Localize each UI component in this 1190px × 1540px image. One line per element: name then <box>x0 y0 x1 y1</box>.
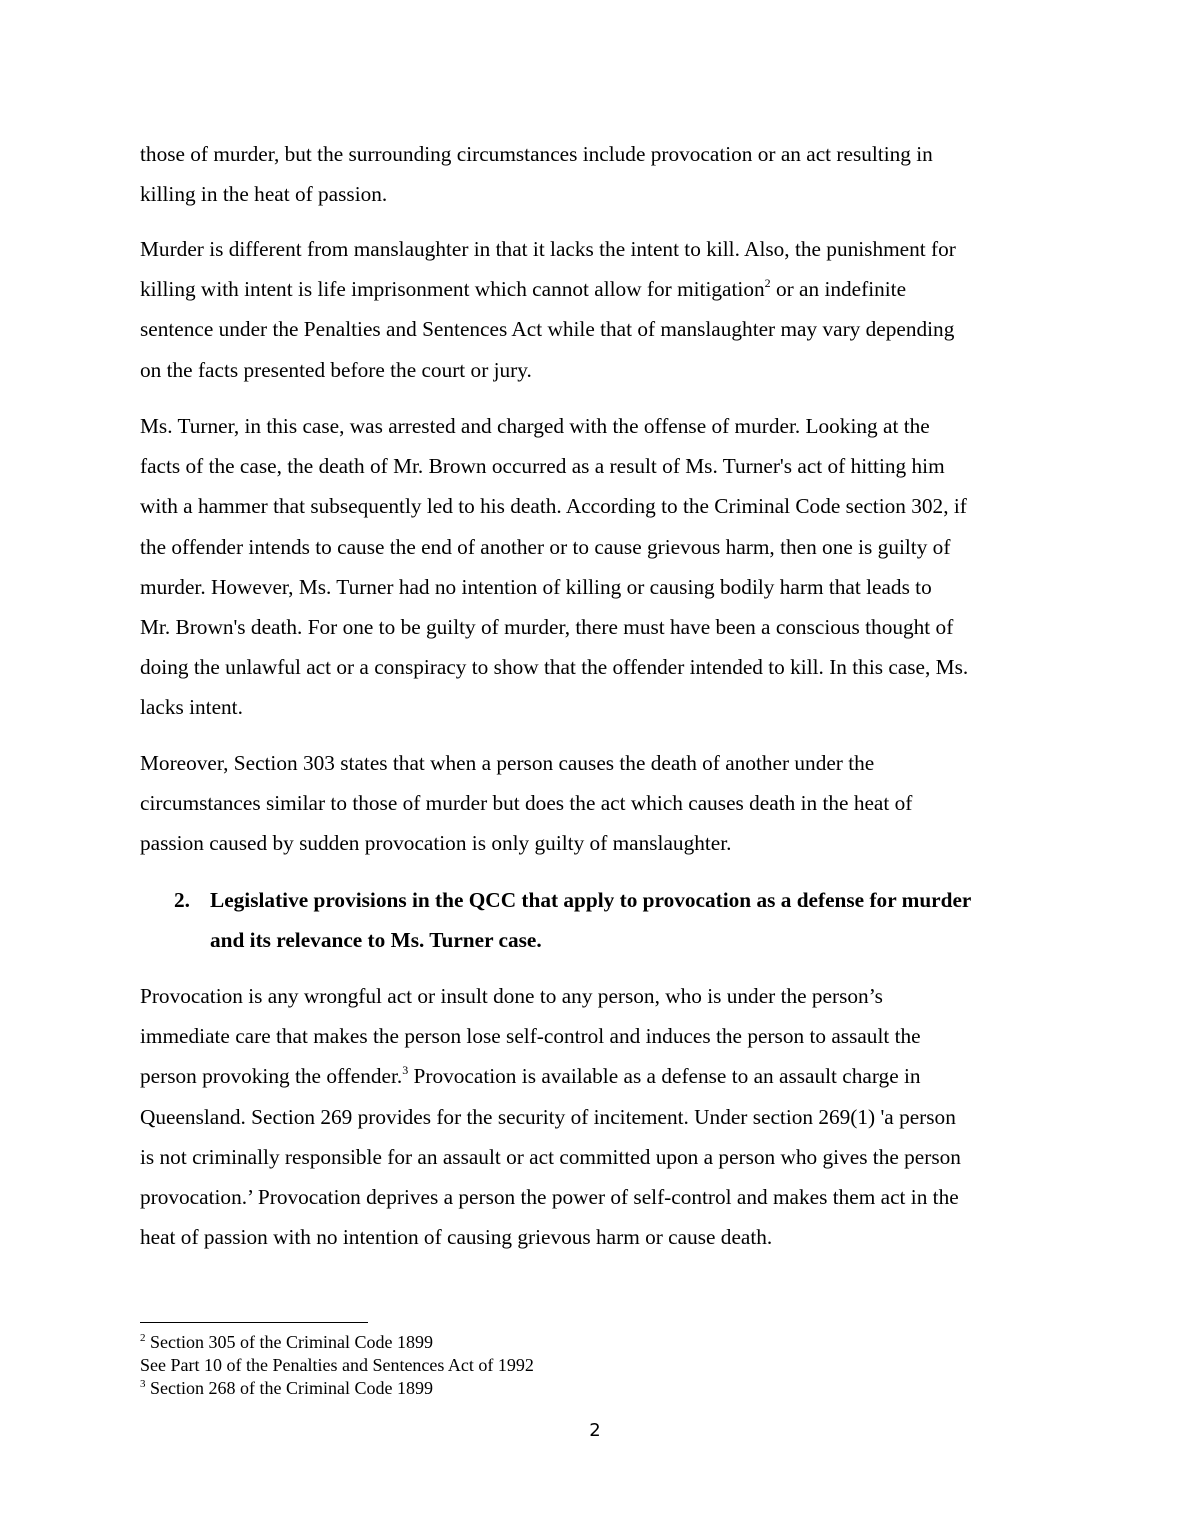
text-line: Moreover, Section 303 states that when a person causes the death of another under the <box>140 751 875 775</box>
text-line: circumstances similar to those of murder but does the act which causes death in the heat of <box>140 791 913 816</box>
footnote-3 <box>140 1377 1040 1400</box>
text-line: those of murder, but the surrounding circumstances include provocation or an act resulting in <box>140 142 933 166</box>
footnote-reference: 3 <box>402 1063 409 1078</box>
footnotes <box>140 1331 1040 1401</box>
text-line: heat of passion with no intention of causing grievous harm or cause death. <box>140 1225 773 1250</box>
paragraph-murder-vs-manslaughter <box>140 229 1052 390</box>
text-line: killing in the heat of passion. <box>140 182 388 207</box>
paragraph-continuation <box>140 134 1052 214</box>
text-line <box>140 1056 1052 1096</box>
text-line: Murder is different from manslaughter in that it lacks the intent to kill. Also, the punishment for <box>140 237 956 261</box>
text-segment: Provocation is available as a defense to an assault charge in <box>408 1064 921 1089</box>
paragraph-provocation-definition <box>140 976 1052 1257</box>
text-line <box>140 269 1052 309</box>
text-line: Mr. Brown's death. For one to be guilty of murder, there must have been a conscious thought of <box>140 615 954 640</box>
text-line: Provocation is any wrongful act or insult done to any person, who is under the person’s <box>140 984 883 1008</box>
heading-line: Legislative provisions in the QCC that apply to provocation as a defense for murder <box>210 888 972 912</box>
footnote-text: Section 305 of the Criminal Code 1899 <box>145 1332 433 1352</box>
footnote-marker: 2 <box>140 1332 146 1344</box>
text-line: is not criminally responsible for an assault or act committed upon a person who gives the person <box>140 1144 961 1169</box>
text-line: on the facts presented before the court or jury. <box>140 357 532 382</box>
text-segment: or an indefinite <box>770 277 907 302</box>
paragraph-section-303 <box>140 743 1052 864</box>
footnote-separator <box>140 1322 368 1323</box>
text-line: immediate care that makes the person lose self-control and induces the person to assault the <box>140 1024 921 1049</box>
text-line: with a hammer that subsequently led to his death. According to the Criminal Code section 302, if <box>140 494 967 519</box>
footnote-marker: 3 <box>140 1378 146 1391</box>
text-line: Ms. Turner, in this case, was arrested and charged with the offense of murder. Looking at the <box>140 414 930 438</box>
text-line: facts of the case, the death of Mr. Brown occurred as a result of Ms. Turner's act of hitting him <box>140 454 945 479</box>
text-line: provocation.’ Provocation deprives a person the power of self-control and makes them act in the <box>140 1185 959 1210</box>
footnote-2 <box>140 1331 1040 1354</box>
footnote-reference: 2 <box>764 276 771 291</box>
footnote-text: Section 268 of the Criminal Code 1899 <box>145 1378 433 1399</box>
text-line: doing the unlawful act or a conspiracy to show that the offender intended to kill. In this case, Ms. <box>140 655 969 680</box>
heading-number: 2. <box>174 888 190 912</box>
text-line: passion caused by sudden provocation is only guilty of manslaughter. <box>140 831 732 856</box>
text-line: sentence under the Penalties and Sentences Act while that of manslaughter may vary depending <box>140 317 955 342</box>
text-line: Queensland. Section 269 provides for the security of incitement. Under section 269(1) 'a person <box>140 1104 956 1129</box>
text-line: lacks intent. <box>140 695 243 720</box>
heading-line: and its relevance to Ms. Turner case. <box>210 928 542 953</box>
page-number: 2 <box>589 1420 601 1441</box>
text-segment: killing with intent is life imprisonment which cannot allow for mitigation <box>140 277 765 302</box>
text-line: murder. However, Ms. Turner had no intention of killing or causing bodily harm that leads to <box>140 574 932 599</box>
paragraph-ms-turner-charge <box>140 406 1052 728</box>
text-line: the offender intends to cause the end of another or to cause grievous harm, then one is guilty of <box>140 534 951 559</box>
section-heading <box>174 880 1054 960</box>
footnote-2-continuation: See Part 10 of the Penalties and Sentences Act of 1992 <box>140 1355 534 1376</box>
text-segment: person provoking the offender. <box>140 1064 403 1089</box>
